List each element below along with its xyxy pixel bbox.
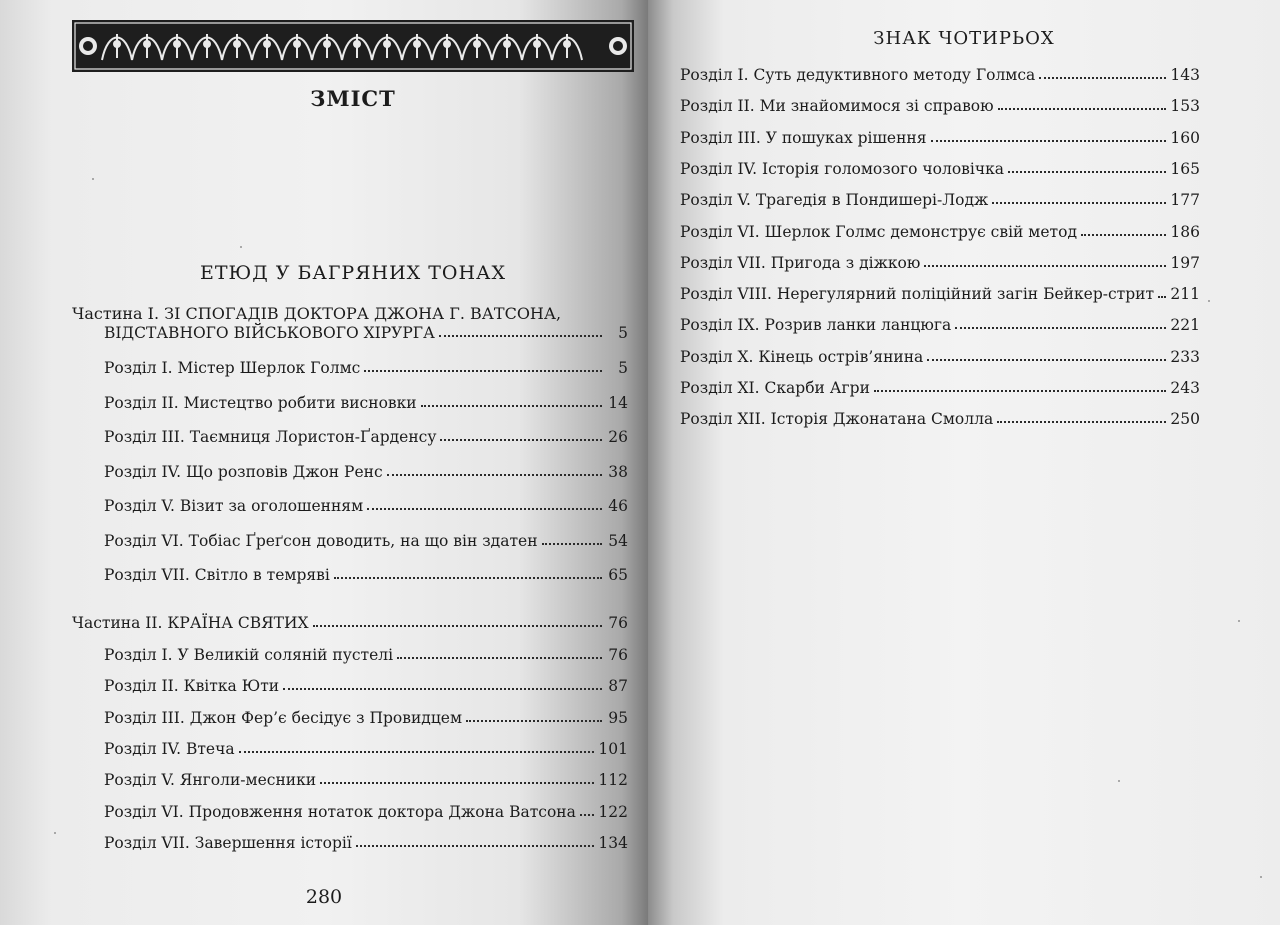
dot-leader <box>1008 170 1166 173</box>
dot-leader <box>927 358 1166 361</box>
decorative-ornament-border <box>72 20 634 72</box>
dot-leader <box>542 542 602 545</box>
folio-page-number: 280 <box>305 886 343 908</box>
toc-chapter-entry[interactable] <box>72 803 628 821</box>
toc-chapter-entry[interactable] <box>680 285 1200 303</box>
dot-leader <box>356 844 595 847</box>
dot-leader <box>364 369 602 372</box>
page-number: 14 <box>608 393 628 412</box>
page-number: 87 <box>608 677 628 696</box>
toc-chapter-entry[interactable] <box>680 410 1200 428</box>
chapter-title: Розділ I. Містер Шерлок Голмс <box>104 359 361 377</box>
chapter-title: Розділ IV. Що розповів Джон Ренс <box>104 462 383 481</box>
chapter-title: Розділ I. Суть дедуктивного методу Голмса <box>680 66 1036 84</box>
page-number: 153 <box>1170 97 1200 116</box>
bleed-through-text <box>90 118 95 137</box>
dot-leader <box>992 201 1166 204</box>
toc-chapter-entry[interactable] <box>680 223 1200 241</box>
toc-chapter-entry[interactable] <box>72 497 628 515</box>
page-number: 243 <box>1170 379 1200 397</box>
toc-chapter-entry[interactable] <box>72 532 628 550</box>
dot-leader <box>466 719 602 722</box>
part2-title: Частина II. КРАЇНА СВЯТИХ <box>72 614 309 632</box>
dot-leader <box>998 107 1167 110</box>
chapter-title: Розділ VI. Тобіас Ґреґсон доводить, на що він здатен <box>104 531 538 550</box>
page-number: 211 <box>1170 285 1200 304</box>
page-number: 38 <box>608 462 628 481</box>
page-number: 197 <box>1170 253 1200 272</box>
page-number: 177 <box>1170 191 1200 210</box>
chapter-title: Розділ VII. Завершення історії <box>104 833 352 852</box>
dot-leader <box>997 420 1166 423</box>
page-number: 143 <box>1170 66 1200 84</box>
chapter-title: Розділ III. У пошуках рішення <box>680 128 927 147</box>
dot-leader <box>1158 295 1166 298</box>
chapter-title: Розділ II. Мистецтво робити висновки <box>104 393 417 412</box>
chapter-title: Розділ IV. Історія голомозого чоловічка <box>680 159 1005 178</box>
dot-leader <box>439 334 602 337</box>
page-number: 250 <box>1170 410 1200 429</box>
dot-leader <box>397 656 602 659</box>
toc-chapter-entry[interactable] <box>680 97 1200 115</box>
toc-chapter-entry[interactable] <box>680 348 1200 366</box>
paper-speck <box>92 178 94 180</box>
paper-speck <box>1118 780 1120 782</box>
toc-chapter-entry[interactable] <box>680 66 1200 84</box>
toc-chapter-entry[interactable] <box>72 709 628 727</box>
paper-speck <box>240 246 242 248</box>
chapter-title: Розділ V. Янголи-месники <box>104 771 317 790</box>
toc-chapter-entry[interactable] <box>680 254 1200 272</box>
chapter-title: Розділ VI. Шерлок Голмс демонструє свій метод <box>680 222 1077 241</box>
toc-chapter-entry[interactable] <box>680 379 1200 397</box>
dot-leader <box>283 687 602 690</box>
chapter-title: Розділ VII. Пригода з діжкою <box>680 253 921 272</box>
dot-leader <box>320 781 594 784</box>
contents-title: ЗМІСТ <box>310 86 396 111</box>
chapter-title: Розділ X. Кінець острів’янина <box>680 347 924 366</box>
toc-chapter-entry[interactable] <box>72 740 628 758</box>
paper-speck <box>1260 876 1262 878</box>
toc-chapter-entry[interactable] <box>680 191 1200 209</box>
chapter-title: Розділ VI. Продовження нотаток доктора Джона Ватсона <box>104 802 576 821</box>
toc-chapter-entry[interactable] <box>72 834 628 852</box>
chapter-title: Розділ VII. Світло в темряві <box>104 566 330 584</box>
page-number: 76 <box>608 646 628 664</box>
dot-leader <box>334 576 602 579</box>
page-number: 5 <box>618 359 628 377</box>
paper-speck <box>1208 300 1210 302</box>
dot-leader <box>924 264 1166 267</box>
chapter-title: Розділ XII. Історія Джонатана Смолла <box>680 410 994 429</box>
dot-leader <box>387 473 602 476</box>
page-number: 165 <box>1170 159 1200 178</box>
toc-chapter-entry[interactable] <box>72 428 628 446</box>
dot-leader <box>580 813 595 816</box>
chapter-title: Розділ IV. Втеча <box>104 739 235 758</box>
page-number: 95 <box>608 708 628 727</box>
dot-leader <box>1039 76 1166 79</box>
chapter-title: Розділ II. Квітка Юти <box>104 677 280 696</box>
toc-part2-entry[interactable] <box>72 614 628 632</box>
dot-leader <box>440 438 602 441</box>
page-number: 233 <box>1170 347 1200 366</box>
page-number: 221 <box>1170 316 1200 335</box>
toc-chapter-entry[interactable] <box>72 359 628 377</box>
part1-title-line2: ВІДСТАВНОГО ВІЙСЬКОВОГО ХІРУРГА <box>104 324 435 342</box>
part1-title-line1: Частина I. ЗІ СПОГАДІВ ДОКТОРА ДЖОНА Г. ВАТСОНА, <box>72 304 562 323</box>
paper-speck <box>54 832 56 834</box>
dot-leader <box>955 326 1166 329</box>
chapter-title: Розділ II. Ми знайомимося зі справою <box>680 97 994 116</box>
chapter-title: Розділ III. Джон Фер’є бесідує з Провидцем <box>104 708 463 727</box>
page-number: 160 <box>1170 128 1200 147</box>
page-number: 186 <box>1170 222 1200 241</box>
page-number: 122 <box>598 802 628 821</box>
page-number: 76 <box>608 614 628 632</box>
toc-chapter-entry[interactable] <box>72 677 628 695</box>
chapter-title: Розділ I. У Великій соляній пустелі <box>104 646 394 664</box>
page-number: 26 <box>608 428 628 446</box>
dot-leader <box>367 507 602 510</box>
dot-leader <box>421 404 602 407</box>
page-number: 101 <box>598 739 628 758</box>
paper-speck <box>1238 620 1240 622</box>
chapter-title: Розділ VIII. Нерегулярний поліційний загін Бейкер-стрит <box>680 285 1155 304</box>
dot-leader <box>1081 233 1166 236</box>
right-page <box>648 0 1280 925</box>
page-number: 54 <box>608 531 628 550</box>
page-number: 46 <box>608 497 628 515</box>
toc-chapter-entry[interactable] <box>680 129 1200 147</box>
toc-chapter-entry[interactable] <box>72 566 628 584</box>
toc-chapter-entry[interactable] <box>680 160 1200 178</box>
dot-leader <box>931 139 1167 142</box>
toc-chapter-entry[interactable] <box>72 463 628 481</box>
toc-chapter-entry[interactable] <box>72 394 628 412</box>
toc-chapter-entry[interactable] <box>680 316 1200 334</box>
toc-part1-entry[interactable] <box>72 324 628 342</box>
page-number: 5 <box>618 324 628 342</box>
chapter-title: Розділ IX. Розрив ланки ланцюга <box>680 316 952 335</box>
chapter-title: Розділ V. Візит за оголошенням <box>104 497 364 515</box>
toc-chapter-entry[interactable] <box>72 771 628 789</box>
chapter-title: Розділ XI. Скарби Агри <box>680 379 870 397</box>
dot-leader <box>874 389 1166 392</box>
dot-leader <box>313 624 602 627</box>
chapter-title: Розділ III. Таємниця Лористон-Ґарденсу <box>104 428 437 446</box>
page-number: 134 <box>598 833 628 852</box>
toc-chapter-entry[interactable] <box>72 646 628 664</box>
section-title-study-in-scarlet: ЕТЮД У БАГРЯНИХ ТОНАХ <box>200 262 506 284</box>
dot-leader <box>239 750 595 753</box>
page-number: 65 <box>608 566 628 584</box>
section-title-sign-of-four: ЗНАК ЧОТИРЬОХ <box>873 28 1055 49</box>
page-number: 112 <box>598 771 628 790</box>
chapter-title: Розділ V. Трагедія в Пондишері-Лодж <box>680 191 989 210</box>
